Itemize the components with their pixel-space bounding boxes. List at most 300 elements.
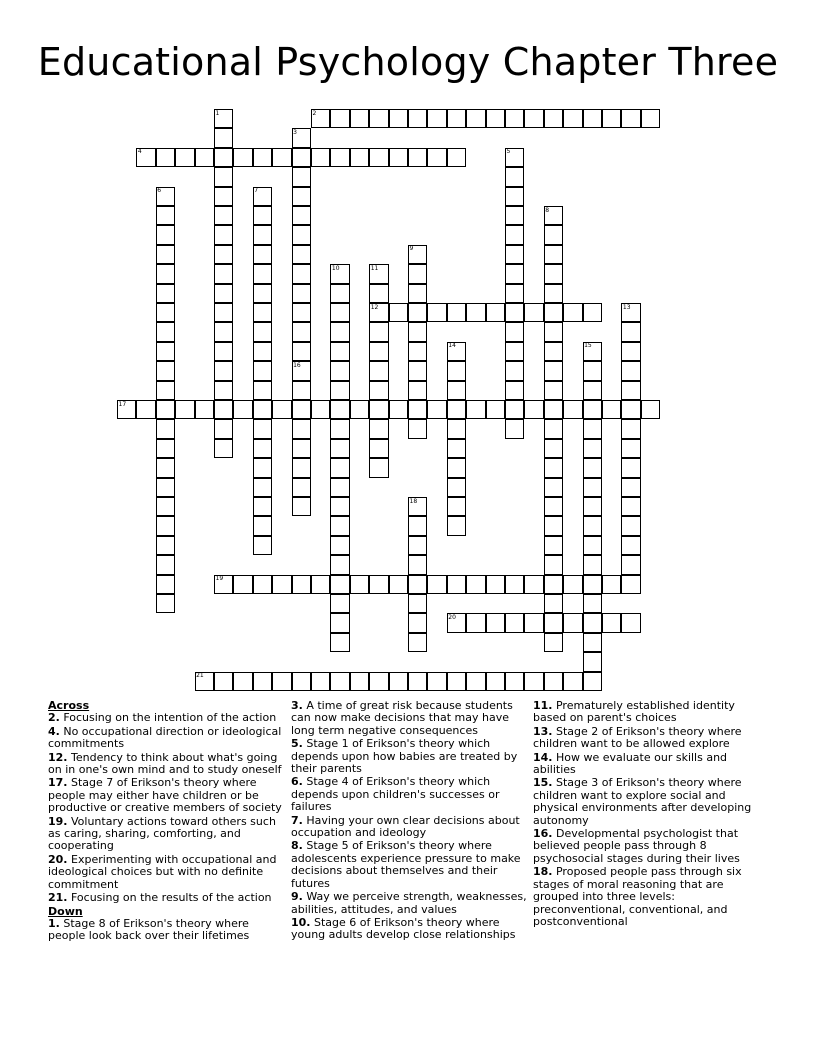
grid-cell[interactable] bbox=[408, 672, 427, 691]
grid-cell[interactable] bbox=[621, 536, 640, 555]
grid-cell[interactable] bbox=[330, 381, 349, 400]
grid-cell[interactable] bbox=[505, 284, 524, 303]
grid-cell[interactable] bbox=[330, 613, 349, 632]
grid-cell[interactable] bbox=[621, 381, 640, 400]
grid-cell[interactable] bbox=[330, 458, 349, 477]
grid-cell[interactable] bbox=[524, 672, 543, 691]
grid-cell[interactable] bbox=[175, 148, 194, 167]
grid-cell[interactable] bbox=[292, 322, 311, 341]
grid-cell[interactable] bbox=[253, 303, 272, 322]
grid-cell[interactable] bbox=[408, 536, 427, 555]
grid-cell[interactable] bbox=[544, 478, 563, 497]
clue-item-text: A time of great risk because students can now make decisions that may have long term negative consequences bbox=[291, 699, 513, 737]
grid-cell[interactable] bbox=[505, 245, 524, 264]
grid-cell[interactable] bbox=[369, 575, 388, 594]
grid-cell[interactable] bbox=[505, 381, 524, 400]
grid-cell[interactable] bbox=[408, 264, 427, 283]
grid-cell[interactable] bbox=[447, 478, 466, 497]
grid-cell[interactable] bbox=[330, 361, 349, 380]
grid-cell[interactable] bbox=[544, 613, 563, 632]
grid-cell[interactable] bbox=[486, 613, 505, 632]
grid-cell[interactable] bbox=[544, 400, 563, 419]
grid-cell[interactable] bbox=[253, 516, 272, 535]
grid-cell[interactable] bbox=[427, 148, 446, 167]
grid-cell[interactable] bbox=[583, 439, 602, 458]
grid-cell[interactable] bbox=[602, 575, 621, 594]
grid-cell[interactable] bbox=[524, 575, 543, 594]
grid-cell[interactable] bbox=[253, 322, 272, 341]
clue-number: 17 bbox=[118, 400, 127, 408]
grid-cell[interactable] bbox=[253, 148, 272, 167]
grid-cell[interactable] bbox=[253, 342, 272, 361]
grid-cell[interactable] bbox=[505, 303, 524, 322]
grid-cell[interactable] bbox=[156, 284, 175, 303]
grid-cell[interactable] bbox=[253, 672, 272, 691]
grid-cell[interactable] bbox=[505, 167, 524, 186]
grid-cell[interactable] bbox=[292, 575, 311, 594]
grid-cell[interactable] bbox=[330, 575, 349, 594]
grid-cell[interactable] bbox=[214, 381, 233, 400]
grid-cell[interactable] bbox=[350, 575, 369, 594]
grid-cell[interactable] bbox=[621, 613, 640, 632]
clue-item-number: 10. bbox=[291, 915, 311, 929]
grid-cell[interactable] bbox=[563, 575, 582, 594]
grid-cell[interactable] bbox=[292, 284, 311, 303]
grid-cell[interactable] bbox=[253, 497, 272, 516]
grid-cell[interactable] bbox=[408, 148, 427, 167]
grid-cell[interactable] bbox=[253, 264, 272, 283]
grid-cell[interactable] bbox=[408, 419, 427, 438]
grid-cell[interactable] bbox=[427, 575, 446, 594]
grid-cell[interactable] bbox=[524, 109, 543, 128]
grid-cell[interactable] bbox=[621, 555, 640, 574]
clue-item-number: 18. bbox=[533, 865, 553, 879]
grid-cell[interactable] bbox=[272, 148, 291, 167]
grid-cell[interactable] bbox=[602, 613, 621, 632]
grid-cell[interactable] bbox=[544, 555, 563, 574]
grid-cell[interactable] bbox=[583, 458, 602, 477]
grid-cell[interactable] bbox=[544, 575, 563, 594]
grid-cell[interactable] bbox=[583, 381, 602, 400]
grid-cell[interactable] bbox=[486, 303, 505, 322]
grid-cell[interactable] bbox=[253, 575, 272, 594]
grid-cell[interactable] bbox=[253, 245, 272, 264]
grid-cell[interactable] bbox=[408, 575, 427, 594]
grid-cell[interactable] bbox=[292, 458, 311, 477]
grid-cell[interactable] bbox=[447, 303, 466, 322]
grid-cell[interactable] bbox=[214, 167, 233, 186]
grid-cell[interactable] bbox=[544, 594, 563, 613]
grid-cell[interactable] bbox=[427, 400, 446, 419]
grid-cell[interactable] bbox=[621, 400, 640, 419]
grid-cell[interactable] bbox=[330, 303, 349, 322]
grid-cell[interactable] bbox=[311, 148, 330, 167]
grid-cell[interactable] bbox=[330, 400, 349, 419]
grid-cell[interactable] bbox=[156, 419, 175, 438]
grid-cell[interactable] bbox=[447, 575, 466, 594]
grid-cell[interactable] bbox=[583, 672, 602, 691]
grid-cell[interactable] bbox=[524, 400, 543, 419]
grid-cell[interactable] bbox=[505, 342, 524, 361]
grid-cell[interactable] bbox=[544, 264, 563, 283]
clue-item bbox=[48, 816, 284, 853]
grid-cell[interactable] bbox=[156, 225, 175, 244]
grid-cell[interactable] bbox=[389, 400, 408, 419]
grid-cell[interactable] bbox=[292, 264, 311, 283]
grid-cell[interactable] bbox=[544, 439, 563, 458]
grid-cell[interactable] bbox=[253, 419, 272, 438]
grid-cell[interactable] bbox=[272, 672, 291, 691]
grid-cell[interactable] bbox=[156, 516, 175, 535]
grid-cell[interactable] bbox=[408, 284, 427, 303]
grid-cell[interactable] bbox=[156, 555, 175, 574]
grid-cell[interactable] bbox=[544, 361, 563, 380]
grid-cell[interactable] bbox=[330, 148, 349, 167]
grid-cell[interactable] bbox=[292, 148, 311, 167]
grid-cell[interactable] bbox=[292, 381, 311, 400]
grid-cell[interactable] bbox=[156, 148, 175, 167]
grid-cell[interactable] bbox=[214, 439, 233, 458]
grid-cell[interactable] bbox=[505, 109, 524, 128]
grid-cell[interactable] bbox=[621, 516, 640, 535]
grid-cell[interactable] bbox=[466, 303, 485, 322]
grid-cell[interactable] bbox=[621, 458, 640, 477]
grid-cell[interactable] bbox=[214, 361, 233, 380]
grid-cell[interactable] bbox=[505, 225, 524, 244]
grid-cell[interactable] bbox=[621, 109, 640, 128]
grid-cell[interactable] bbox=[253, 478, 272, 497]
grid-cell[interactable] bbox=[156, 206, 175, 225]
grid-cell[interactable] bbox=[544, 419, 563, 438]
grid-cell[interactable] bbox=[369, 109, 388, 128]
grid-cell[interactable] bbox=[330, 633, 349, 652]
grid-cell[interactable] bbox=[214, 322, 233, 341]
grid-cell[interactable] bbox=[292, 187, 311, 206]
grid-cell[interactable] bbox=[330, 516, 349, 535]
grid-cell[interactable] bbox=[369, 381, 388, 400]
grid-cell[interactable] bbox=[292, 400, 311, 419]
grid-cell[interactable] bbox=[253, 361, 272, 380]
grid-cell[interactable] bbox=[641, 109, 660, 128]
grid-cell[interactable] bbox=[447, 109, 466, 128]
grid-cell[interactable] bbox=[330, 419, 349, 438]
grid-cell[interactable] bbox=[583, 478, 602, 497]
grid-cell[interactable] bbox=[156, 303, 175, 322]
grid-cell[interactable] bbox=[136, 400, 155, 419]
grid-cell[interactable] bbox=[621, 575, 640, 594]
grid-cell[interactable] bbox=[505, 672, 524, 691]
grid-cell[interactable] bbox=[330, 284, 349, 303]
grid-cell[interactable] bbox=[253, 439, 272, 458]
grid-cell[interactable] bbox=[544, 536, 563, 555]
grid-cell[interactable] bbox=[156, 264, 175, 283]
grid-cell[interactable] bbox=[505, 361, 524, 380]
grid-cell[interactable] bbox=[350, 672, 369, 691]
grid-cell[interactable] bbox=[583, 594, 602, 613]
grid-cell[interactable] bbox=[175, 400, 194, 419]
grid-cell[interactable] bbox=[156, 478, 175, 497]
grid-cell[interactable] bbox=[486, 109, 505, 128]
grid-cell[interactable] bbox=[369, 284, 388, 303]
grid-cell[interactable] bbox=[447, 439, 466, 458]
grid-cell[interactable] bbox=[330, 672, 349, 691]
grid-cell[interactable] bbox=[156, 400, 175, 419]
grid-cell[interactable] bbox=[233, 148, 252, 167]
grid-cell[interactable] bbox=[621, 439, 640, 458]
grid-cell[interactable] bbox=[156, 361, 175, 380]
grid-cell[interactable] bbox=[563, 672, 582, 691]
page-title: Educational Psychology Chapter Three bbox=[37, 40, 779, 84]
grid-cell[interactable] bbox=[292, 245, 311, 264]
grid-cell[interactable] bbox=[330, 536, 349, 555]
grid-cell[interactable] bbox=[447, 497, 466, 516]
grid-cell[interactable] bbox=[156, 575, 175, 594]
grid-cell[interactable] bbox=[408, 400, 427, 419]
grid-cell[interactable] bbox=[369, 400, 388, 419]
grid-cell[interactable] bbox=[427, 303, 446, 322]
grid-cell[interactable] bbox=[583, 361, 602, 380]
grid-cell[interactable] bbox=[466, 400, 485, 419]
grid-cell[interactable] bbox=[408, 516, 427, 535]
grid-cell[interactable] bbox=[389, 303, 408, 322]
grid-cell[interactable] bbox=[583, 303, 602, 322]
grid-cell[interactable] bbox=[621, 419, 640, 438]
grid-cell[interactable] bbox=[544, 633, 563, 652]
grid-cell[interactable] bbox=[156, 342, 175, 361]
grid-cell[interactable] bbox=[369, 361, 388, 380]
grid-cell[interactable] bbox=[389, 148, 408, 167]
grid-cell[interactable] bbox=[524, 303, 543, 322]
grid-cell[interactable] bbox=[544, 245, 563, 264]
grid-cell[interactable] bbox=[214, 245, 233, 264]
grid-cell[interactable] bbox=[330, 322, 349, 341]
grid-cell[interactable] bbox=[330, 439, 349, 458]
grid-cell[interactable] bbox=[292, 439, 311, 458]
grid-cell[interactable] bbox=[544, 516, 563, 535]
grid-cell[interactable] bbox=[621, 478, 640, 497]
grid-cell[interactable] bbox=[369, 672, 388, 691]
grid-cell[interactable] bbox=[408, 109, 427, 128]
grid-cell[interactable] bbox=[408, 555, 427, 574]
grid-cell[interactable] bbox=[447, 516, 466, 535]
grid-cell[interactable] bbox=[602, 109, 621, 128]
grid-cell[interactable] bbox=[524, 613, 543, 632]
grid-cell[interactable] bbox=[544, 303, 563, 322]
grid-cell[interactable] bbox=[583, 400, 602, 419]
grid-cell[interactable] bbox=[408, 303, 427, 322]
grid-cell[interactable] bbox=[408, 594, 427, 613]
grid-cell[interactable] bbox=[563, 400, 582, 419]
grid-cell[interactable] bbox=[447, 148, 466, 167]
grid-cell[interactable] bbox=[466, 672, 485, 691]
grid-cell[interactable] bbox=[505, 322, 524, 341]
grid-cell[interactable] bbox=[233, 400, 252, 419]
grid-cell[interactable] bbox=[408, 361, 427, 380]
grid-cell[interactable] bbox=[466, 109, 485, 128]
grid-cell[interactable] bbox=[447, 458, 466, 477]
grid-cell[interactable] bbox=[544, 225, 563, 244]
grid-cell[interactable] bbox=[311, 400, 330, 419]
grid-cell[interactable] bbox=[253, 458, 272, 477]
grid-cell[interactable] bbox=[583, 419, 602, 438]
grid-cell[interactable] bbox=[505, 613, 524, 632]
grid-cell[interactable] bbox=[583, 613, 602, 632]
grid-cell[interactable] bbox=[330, 594, 349, 613]
grid-cell[interactable] bbox=[233, 575, 252, 594]
grid-cell[interactable] bbox=[583, 497, 602, 516]
grid-cell[interactable] bbox=[544, 284, 563, 303]
grid-cell[interactable] bbox=[447, 400, 466, 419]
grid-cell[interactable] bbox=[583, 555, 602, 574]
clue-number: 20 bbox=[448, 613, 456, 621]
grid-cell[interactable] bbox=[195, 400, 214, 419]
grid-cell[interactable] bbox=[253, 536, 272, 555]
grid-cell[interactable] bbox=[350, 400, 369, 419]
grid-cell[interactable] bbox=[408, 381, 427, 400]
grid-cell[interactable] bbox=[214, 187, 233, 206]
grid-cell[interactable] bbox=[505, 187, 524, 206]
grid-cell[interactable] bbox=[214, 148, 233, 167]
grid-cell[interactable] bbox=[583, 109, 602, 128]
grid-cell[interactable] bbox=[583, 516, 602, 535]
grid-cell[interactable] bbox=[292, 497, 311, 516]
grid-cell[interactable] bbox=[156, 245, 175, 264]
grid-cell[interactable] bbox=[563, 109, 582, 128]
grid-cell[interactable] bbox=[292, 672, 311, 691]
grid-cell[interactable] bbox=[330, 478, 349, 497]
grid-cell[interactable] bbox=[195, 148, 214, 167]
grid-cell[interactable] bbox=[253, 284, 272, 303]
grid-cell[interactable] bbox=[253, 400, 272, 419]
grid-cell[interactable] bbox=[447, 419, 466, 438]
clue-item bbox=[48, 726, 284, 751]
grid-cell[interactable] bbox=[292, 225, 311, 244]
grid-cell[interactable] bbox=[641, 400, 660, 419]
grid-cell[interactable] bbox=[544, 497, 563, 516]
grid-cell[interactable] bbox=[350, 148, 369, 167]
grid-cell[interactable] bbox=[563, 613, 582, 632]
grid-cell[interactable] bbox=[602, 400, 621, 419]
grid-cell[interactable] bbox=[544, 381, 563, 400]
grid-cell[interactable] bbox=[156, 381, 175, 400]
grid-cell[interactable] bbox=[505, 264, 524, 283]
grid-cell[interactable] bbox=[563, 303, 582, 322]
clue-item-number: 15. bbox=[533, 776, 553, 790]
grid-cell[interactable] bbox=[214, 419, 233, 438]
grid-cell[interactable] bbox=[505, 206, 524, 225]
grid-cell[interactable] bbox=[486, 575, 505, 594]
grid-cell[interactable] bbox=[621, 342, 640, 361]
grid-cell[interactable] bbox=[292, 342, 311, 361]
grid-cell[interactable] bbox=[330, 555, 349, 574]
grid-cell[interactable] bbox=[156, 439, 175, 458]
clue-number: 8 bbox=[545, 206, 550, 214]
grid-cell[interactable] bbox=[214, 206, 233, 225]
grid-cell[interactable] bbox=[389, 109, 408, 128]
grid-cell[interactable] bbox=[292, 478, 311, 497]
grid-cell[interactable] bbox=[408, 633, 427, 652]
grid-cell[interactable] bbox=[447, 361, 466, 380]
grid-cell[interactable] bbox=[408, 613, 427, 632]
grid-cell[interactable] bbox=[350, 109, 369, 128]
grid-cell[interactable] bbox=[369, 342, 388, 361]
grid-cell[interactable] bbox=[427, 672, 446, 691]
grid-cell[interactable] bbox=[369, 439, 388, 458]
grid-cell[interactable] bbox=[214, 400, 233, 419]
grid-cell[interactable] bbox=[369, 322, 388, 341]
grid-cell[interactable] bbox=[505, 575, 524, 594]
grid-cell[interactable] bbox=[544, 322, 563, 341]
grid-cell[interactable] bbox=[583, 536, 602, 555]
grid-cell[interactable] bbox=[369, 148, 388, 167]
grid-cell[interactable] bbox=[214, 264, 233, 283]
grid-cell[interactable] bbox=[272, 575, 291, 594]
grid-cell[interactable] bbox=[253, 225, 272, 244]
grid-cell[interactable] bbox=[369, 458, 388, 477]
grid-cell[interactable] bbox=[156, 536, 175, 555]
grid-cell[interactable] bbox=[389, 575, 408, 594]
grid-cell[interactable] bbox=[544, 458, 563, 477]
grid-cell[interactable] bbox=[214, 672, 233, 691]
grid-cell[interactable] bbox=[505, 400, 524, 419]
grid-cell[interactable] bbox=[621, 361, 640, 380]
grid-cell[interactable] bbox=[156, 594, 175, 613]
grid-cell[interactable] bbox=[214, 225, 233, 244]
grid-cell[interactable] bbox=[369, 419, 388, 438]
grid-cell[interactable] bbox=[621, 322, 640, 341]
grid-cell[interactable] bbox=[544, 672, 563, 691]
grid-cell[interactable] bbox=[156, 322, 175, 341]
grid-cell[interactable] bbox=[583, 575, 602, 594]
grid-cell[interactable] bbox=[292, 419, 311, 438]
grid-cell[interactable] bbox=[233, 672, 252, 691]
grid-cell[interactable] bbox=[214, 284, 233, 303]
grid-cell[interactable] bbox=[330, 109, 349, 128]
grid-cell[interactable] bbox=[389, 672, 408, 691]
grid-cell[interactable] bbox=[621, 497, 640, 516]
grid-cell[interactable] bbox=[311, 575, 330, 594]
grid-cell[interactable] bbox=[253, 381, 272, 400]
grid-cell[interactable] bbox=[505, 419, 524, 438]
grid-cell[interactable] bbox=[486, 672, 505, 691]
grid-cell[interactable] bbox=[583, 633, 602, 652]
grid-cell[interactable] bbox=[292, 206, 311, 225]
grid-cell[interactable] bbox=[156, 458, 175, 477]
grid-cell[interactable] bbox=[330, 497, 349, 516]
grid-cell[interactable] bbox=[447, 672, 466, 691]
grid-cell[interactable] bbox=[447, 381, 466, 400]
grid-cell[interactable] bbox=[292, 303, 311, 322]
grid-cell[interactable] bbox=[544, 342, 563, 361]
grid-cell[interactable] bbox=[156, 497, 175, 516]
grid-cell[interactable] bbox=[466, 575, 485, 594]
grid-cell[interactable] bbox=[253, 206, 272, 225]
grid-cell[interactable] bbox=[214, 342, 233, 361]
grid-cell[interactable] bbox=[427, 109, 446, 128]
grid-cell[interactable] bbox=[544, 109, 563, 128]
grid-cell[interactable] bbox=[311, 672, 330, 691]
grid-cell[interactable] bbox=[292, 167, 311, 186]
grid-cell[interactable] bbox=[408, 322, 427, 341]
grid-cell[interactable] bbox=[486, 400, 505, 419]
grid-cell[interactable] bbox=[272, 400, 291, 419]
grid-cell[interactable] bbox=[214, 303, 233, 322]
grid-cell[interactable] bbox=[466, 613, 485, 632]
grid-cell[interactable] bbox=[408, 342, 427, 361]
grid-cell[interactable] bbox=[583, 652, 602, 671]
grid-cell[interactable] bbox=[214, 128, 233, 147]
grid-cell[interactable] bbox=[330, 342, 349, 361]
